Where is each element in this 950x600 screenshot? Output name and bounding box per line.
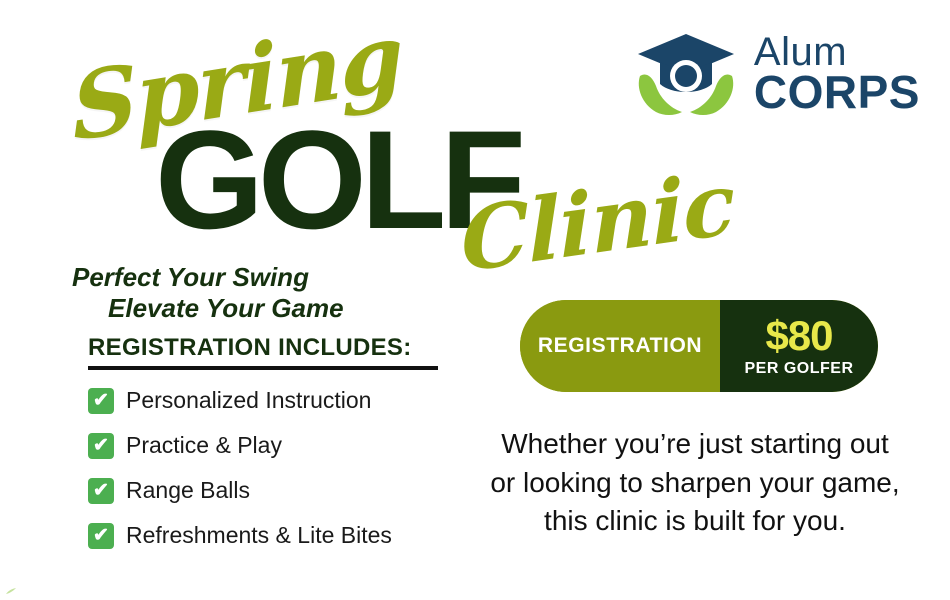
description-line-1: Whether you’re just starting out [501,428,889,459]
check-icon: ✔ [88,478,114,504]
list-item [88,378,392,423]
includes-list [88,378,392,558]
list-item-label: Range Balls [126,477,251,503]
description-line-3: this clinic is built for you. [544,505,846,537]
list-item-label: Personalized Instruction [126,387,372,413]
brand-name-line1: Alum [753,30,848,75]
list-item-label: Refreshments & Lite Bites [126,522,392,548]
price-amount: $80 [765,312,833,359]
title-script-spring: Spring [69,1,405,163]
flyer-title [60,1,760,293]
corner-artifact-icon [4,580,20,596]
list-item [88,423,392,468]
description-text [455,425,935,541]
list-item [88,468,392,513]
title-main-golf: GOLF [155,101,520,258]
registration-label: REGISTRATION [537,334,703,357]
title-script-clinic: Clinic [459,152,736,293]
includes-heading: REGISTRATION INCLUDES: [88,334,412,361]
check-icon: ✔ [88,523,114,549]
price-unit: PER GOLFER [744,360,854,377]
list-item [88,513,392,558]
check-icon: ✔ [88,388,114,414]
registration-price-badge [520,300,878,392]
description-line-2: or looking to sharpen your game, [490,466,900,498]
price-section [720,300,878,392]
tagline-line-2: Elevate Your Game [108,293,344,324]
check-icon: ✔ [88,433,114,459]
includes-divider [88,366,438,370]
brand-wordmark [753,30,920,119]
registration-label-section [520,300,720,392]
list-item-label: Practice & Play [126,432,282,458]
tagline-line-1: Perfect Your Swing [72,262,309,292]
tagline [72,262,344,324]
brand-name-line2: CORPS [753,66,920,119]
